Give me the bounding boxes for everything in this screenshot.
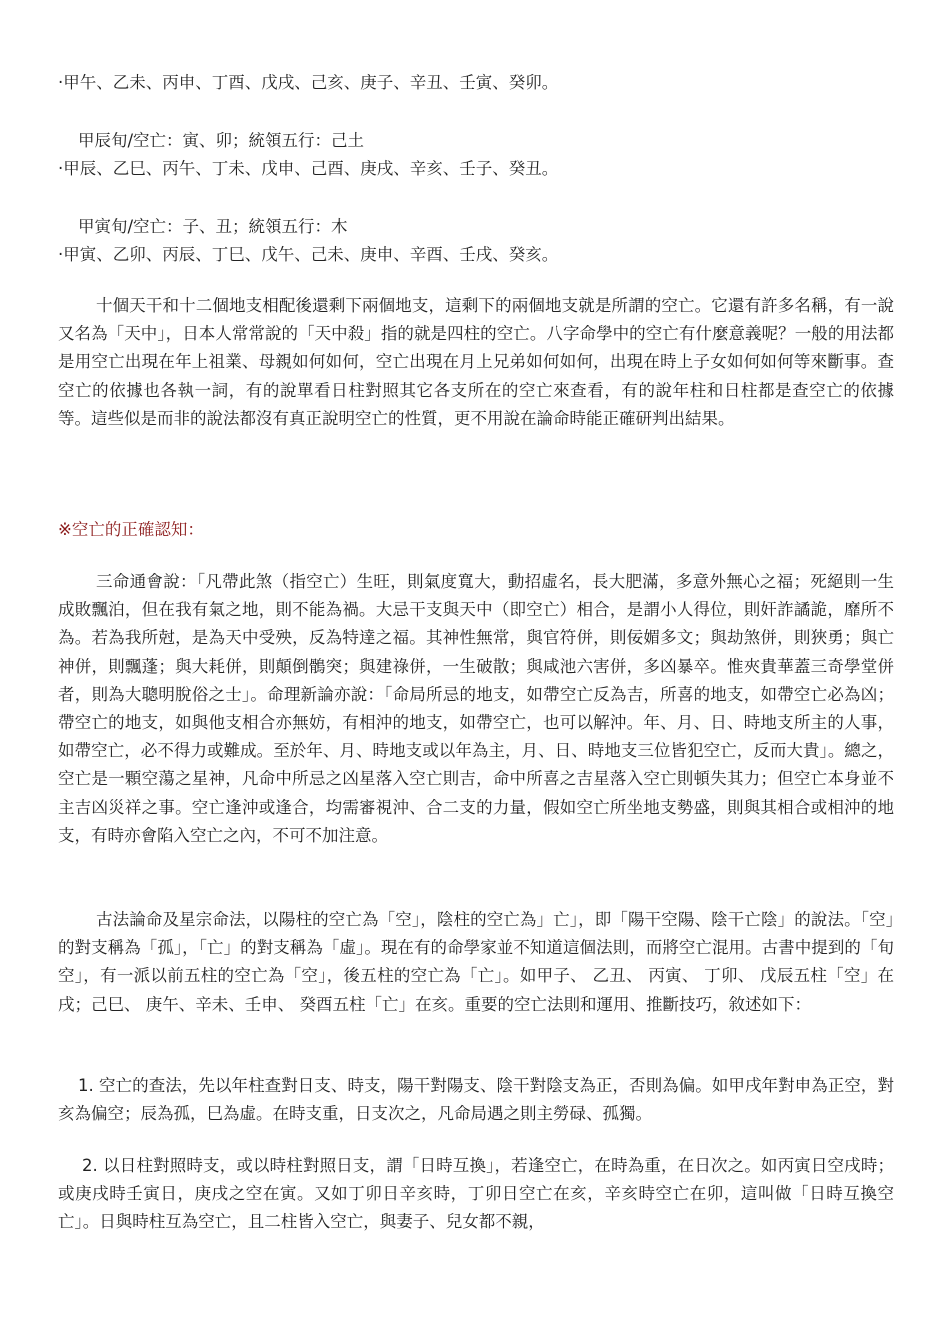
rule-item-2: 2. 以日柱對照時支，或以時柱對照日支，謂「日時互換」，若逢空亡，在時為重，在日次之。如丙寅日空戌時；或庚戌時壬寅日，庚戌之空在寅。又如丁卯日辛亥時，丁卯日空亡在亥，辛亥時空亡在卯，這叫做「日時互換空亡」。日與時柱互為空亡，且二柱皆入空亡，與妻子、兒女都不親，	[58, 1156, 894, 1232]
jiawu-ganzhi-list: ·甲午、乙未、丙申、丁酉、戊戌、己亥、庚子、辛丑、壬寅、癸卯。	[58, 73, 559, 92]
jiayin-xun-title: 甲寅旬/空亡：子、丑；統領五行：木	[78, 217, 348, 236]
jiachen-ganzhi-list: ·甲辰、乙巳、丙午、丁未、戊申、己酉、庚戌、辛亥、壬子、癸丑。	[58, 159, 559, 178]
jiachen-xun-title: 甲辰旬/空亡：寅、卯；統領五行：己土	[78, 131, 365, 150]
section-heading: ※空亡的正確認知：	[58, 520, 204, 539]
jiayin-ganzhi-list: ·甲寅、乙卯、丙辰、丁巳、戊午、己未、庚申、辛酉、壬戌、癸亥。	[58, 245, 559, 264]
gufa-paragraph: 古法論命及星宗命法，以陽柱的空亡為「空」，陰柱的空亡為」亡」，即「陽干空陽、陰干亡陰」的說法。「空」的對支稱為「孤」，「亡」的對支稱為「虛」。現在有的命學家並不知道這個法則，而將空亡混用。古書中提到的「旬空」，有一派以前五柱的空亡為「空」，後五柱的空亡為「亡」。如甲子、 乙丑、 丙寅、 丁卯、 戊辰五柱「空」在戌；己巳、 庚午、辛未、壬申、 癸酉五柱「亡」在亥。重要的空亡法則和運用、推斷技巧，敘述如下：	[58, 910, 894, 1014]
rule-item-1: 1. 空亡的查法，先以年柱查對日支、時支，陽干對陽支、陰干對陰支為正，否則為偏。如甲戌年對申為正空，對亥為偏空；辰為孤，巳為虛。在時支重，日支次之，凡命局遇之則主勞碌、孤獨。	[58, 1076, 894, 1124]
sanming-paragraph: 三命通會說：「凡帶此煞（指空亡）生旺，則氣度寬大，動招虛名，長大肥滿，多意外無心之福；死絕則一生成敗飄泊，但在我有氣之地，則不能為禍。大忌干支與天中（即空亡）相合，是謂小人得位，則奸詐譎詭，靡所不為。若為我所尅，是為天中受殃，反為特達之福。其神性無常，與官符併，則佞媚多文；與劫煞併，則狹勇；與亡神併，則飄蓬；與大耗併，則顛倒鶻突；與建祿併，一生破散；與咸池六害併，多凶暴卒。惟夾貴華蓋三奇學堂併者，則為大聰明脫俗之士」。命理新論亦說：「命局所忌的地支，如帶空亡反為吉，所喜的地支，如帶空亡必為凶；帶空亡的地支，如與他支相合亦無妨，有相沖的地支，如帶空亡，也可以解沖。年、月、日、時地支所主的人事，如帶空亡，必不得力或難成。至於年、月、時地支或以年為主，月、日、時地支三位皆犯空亡，反而大貴」。總之，空亡是一顆空蕩之星神，凡命中所忌之凶星落入空亡則吉，命中所喜之吉星落入空亡則頓失其力；但空亡本身並不主吉凶災祥之事。空亡逢沖或逢合，均需審視沖、合二支的力量，假如空亡所坐地支勢盛，則與其相合或相沖的地支，有時亦會陷入空亡之內，不可不加注意。	[58, 572, 894, 845]
intro-paragraph: 十個天干和十二個地支相配後還剩下兩個地支，這剩下的兩個地支就是所謂的空亡。它還有許多名稱，有一說又名為「天中」，日本人常常說的「天中殺」指的就是四柱的空亡。八字命學中的空亡有什麼意義呢？一般的用法都是用空亡出現在年上祖業、母親如何如何，空亡出現在月上兄弟如何如何，出現在時上子女如何如何等來斷事。查空亡的依據也各執一詞，有的說單看日柱對照其它各支所在的空亡來查看，有的說年柱和日柱都是查空亡的依據等。這些似是而非的說法都沒有真正說明空亡的性質，更不用說在論命時能正確研判出結果。	[58, 296, 894, 428]
